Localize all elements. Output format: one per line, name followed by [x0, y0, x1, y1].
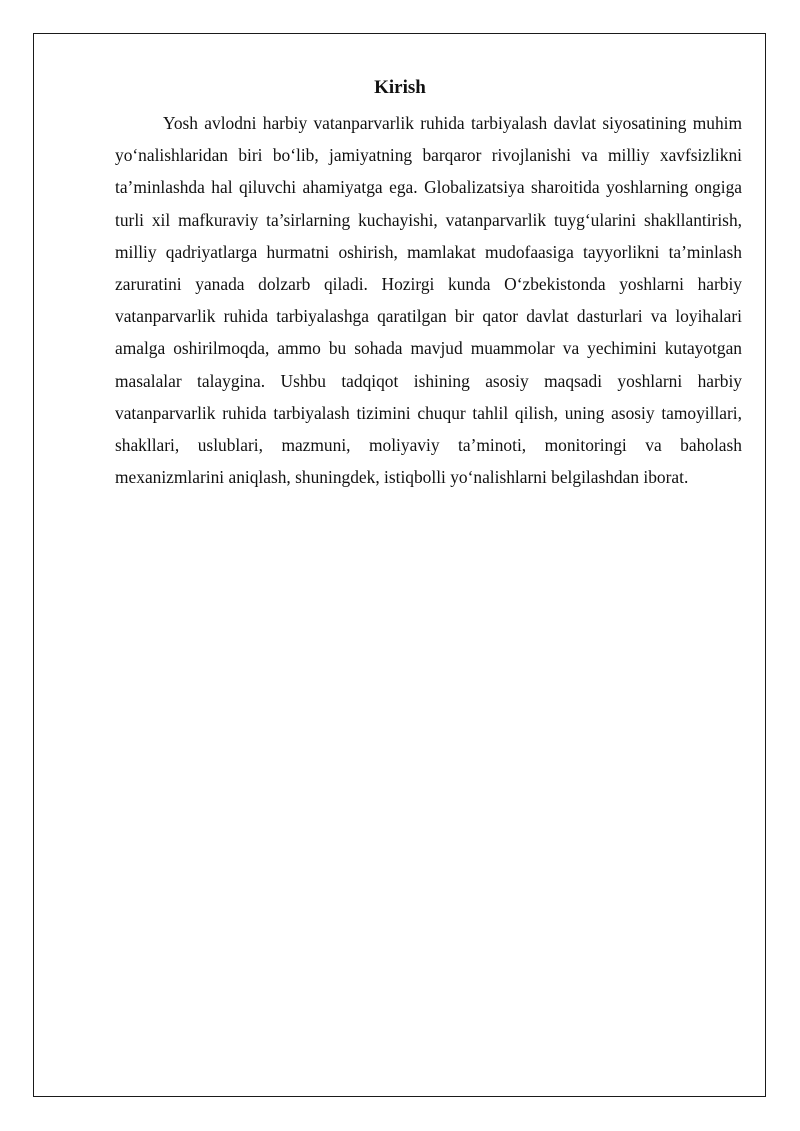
intro-paragraph: Yosh avlodni harbiy vatanparvarlik ruhida tarbiyalash davlat siyosatining muhim yo‘nalishlaridan biri bo‘lib, jamiyatning barqaror rivojlanishi va milliy xavfsizlikni ta’minlashda hal qiluvchi ahamiyatga ega. Globalizatsiya sharoitida yoshlarning ongiga turli xil mafkuraviy ta’sirlarning kuchayishi, vatanparvarlik tuyg‘ularini shakllantirish, milliy qadriyatlarga hurmatni oshirish, mamlakat mudofaasiga tayyorlikni ta’minlash zaruratini yanada dolzarb qiladi. Hozirgi kunda O‘zbekistonda yoshlarni harbiy vatanparvarlik ruhida tarbiyalashga qaratilgan bir qator davlat dasturlari va loyihalari amalga oshirilmoqda, ammo bu sohada mavjud muammolar va yechimini kutayotgan masalalar talaygina. Ushbu tadqiqot ishining asosiy maqsadi yoshlarni harbiy vatanparvarlik ruhida tarbiyalash tizimini chuqur tahlil qilish, uning asosiy tamoyillari, shakllari, uslublari, mazmuni, moliyaviy ta’minoti, monitoringi va baholash mexanizmlarini aniqlash, shuningdek, istiqbolli yo‘nalishlarni belgilashdan iborat. — [115, 113, 742, 488]
section-heading: Kirish — [374, 77, 426, 98]
